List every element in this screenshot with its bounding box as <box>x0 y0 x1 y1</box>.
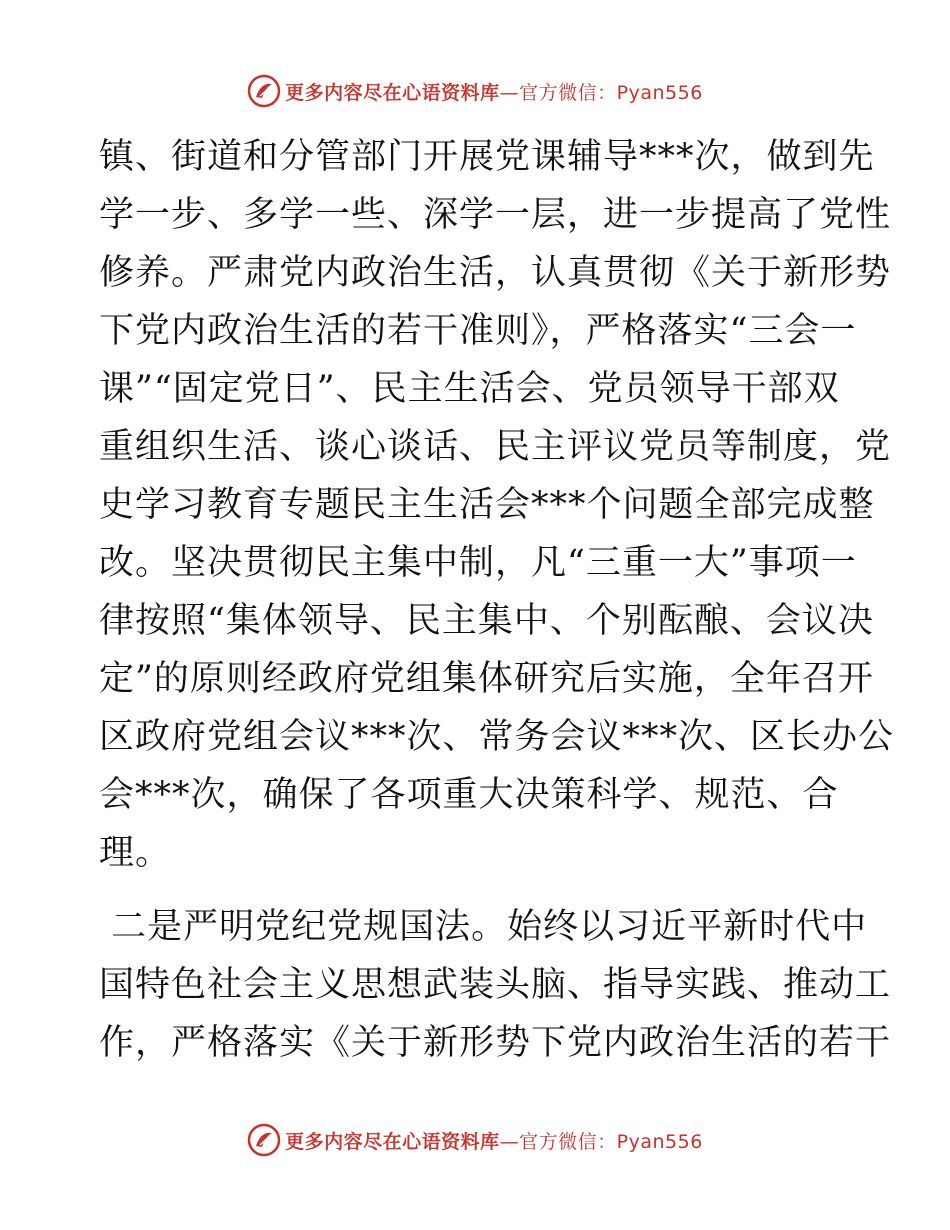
text-line: 国特色社会主义思想武装头脑、指导实践、推动工 <box>99 965 892 1005</box>
text-line: 作，严格落实《关于新形势下党内政治生活的若干 <box>99 1023 892 1063</box>
header-watermark-text: 更多内容尽在心语资料库—官方微信：Pyan556 <box>285 81 703 104</box>
paragraph-1 <box>99 128 895 882</box>
paragraph-2 <box>99 898 892 1072</box>
text-line: 区政府党组会议***次、常务会议***次、区长办公 <box>99 717 895 757</box>
paragraph-gap <box>99 882 859 898</box>
brand-logo-icon <box>247 74 281 108</box>
text-line: 二是严明党纪党规国法。始终以习近平新时代中 <box>99 907 868 947</box>
text-line: 镇、街道和分管部门开展党课辅导***次，做到先 <box>99 137 875 177</box>
text-line: 学一步、多学一些、深学一层，进一步提高了党性 <box>99 195 892 235</box>
footer-watermark-banner <box>0 1120 950 1160</box>
text-line: 定”的原则经政府党组集体研究后实施，全年召开 <box>99 659 874 699</box>
text-line: 课”“固定党日”、民主生活会、党员领导干部双 <box>99 369 840 409</box>
text-line: 重组织生活、谈心谈话、民主评议党员等制度，党 <box>99 427 892 467</box>
header-watermark-banner <box>0 71 950 111</box>
text-line: 改。坚决贯彻民主集中制，凡“三重一大”事项一 <box>99 543 857 583</box>
text-line: 史学习教育专题民主生活会***个问题全部完成整 <box>99 485 875 525</box>
text-line: 会***次，确保了各项重大决策科学、规范、合 <box>99 775 839 815</box>
footer-watermark-text: 更多内容尽在心语资料库—官方微信：Pyan556 <box>285 1130 703 1153</box>
text-line: 理。 <box>99 833 172 873</box>
text-line: 下党内政治生活的若干准则》，严格落实“三会一 <box>99 311 857 351</box>
document-body <box>99 128 895 1072</box>
text-line: 律按照“集体领导、民主集中、个别酝酿、会议决 <box>99 601 874 641</box>
brand-logo-icon <box>247 1123 281 1157</box>
text-line: 修养。严肃党内政治生活，认真贯彻《关于新形势 <box>99 253 892 293</box>
